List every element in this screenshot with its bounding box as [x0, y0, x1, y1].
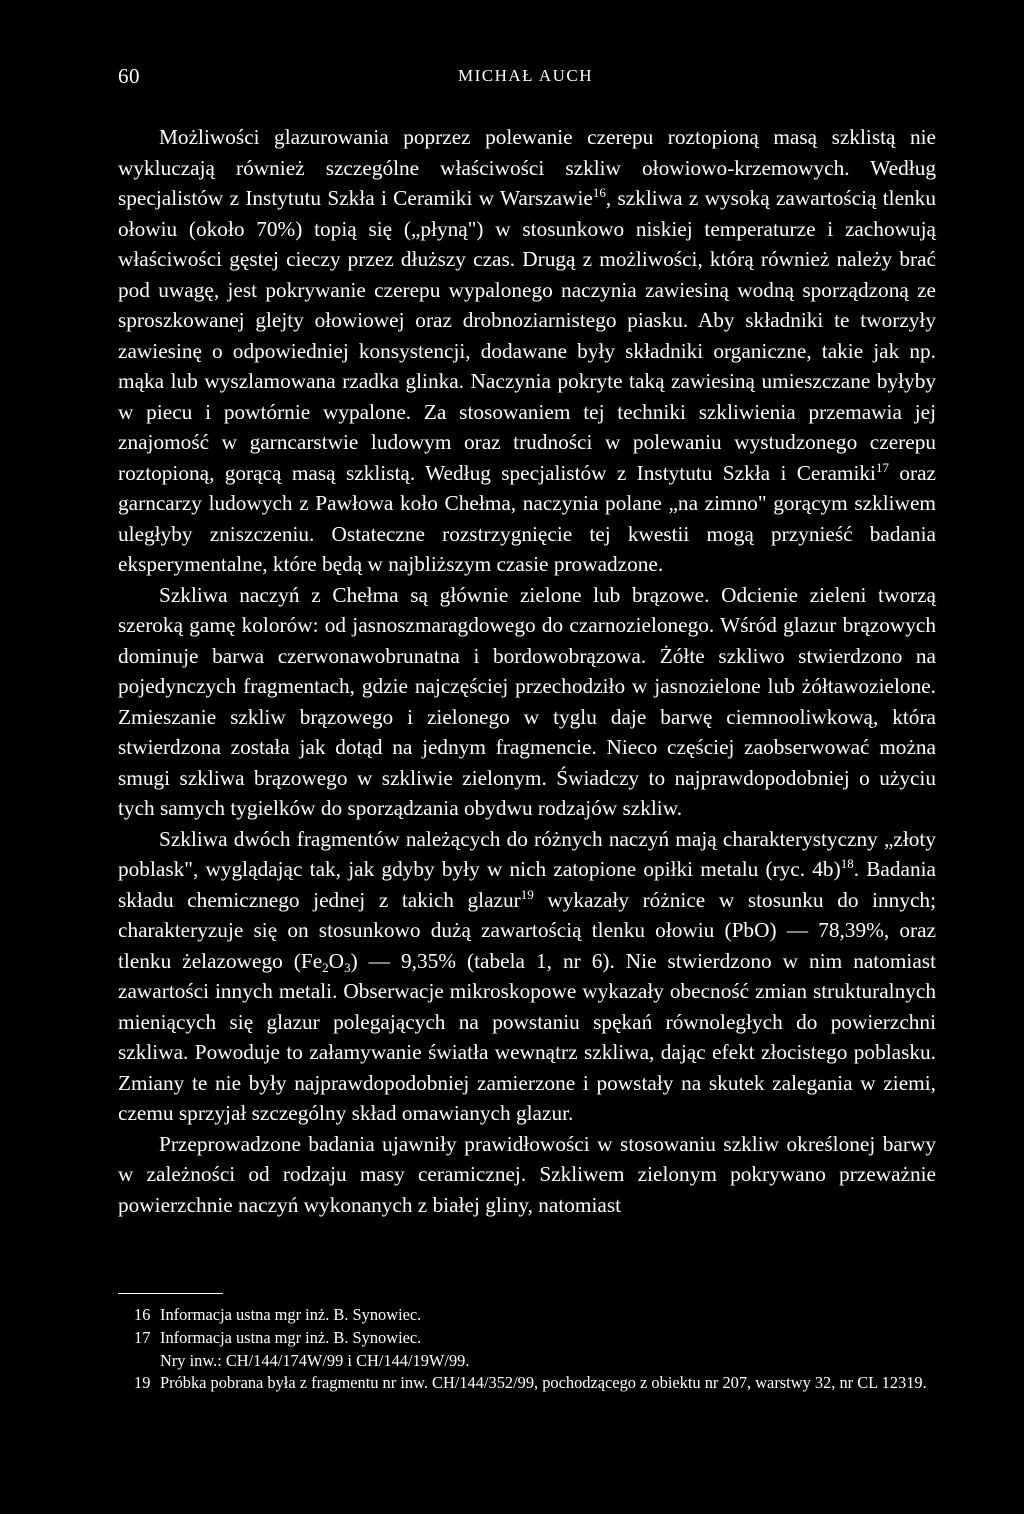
text-run: wykazały różnice w stosunku do innych; charakteryzuje się on stosunkowo dużą zawartością tlenku ołowiu (PbO) — 78,39%, oraz tlenku żelazowego (Fe [118, 887, 936, 973]
footnote-text: Informacja ustna mgr inż. B. Synowiec. [160, 1327, 422, 1347]
running-head: MICHAŁ AUCH [458, 66, 594, 85]
footnote-16 [118, 1304, 936, 1327]
page-header [118, 64, 938, 94]
footnote-text: Próbka pobrana była z fragmentu nr inw. CH/144/352/99, pochodzącego z obiektu nr 207, warstwy 32, nr CL 12319. [160, 1373, 927, 1393]
footnote-ref-17: 17 [875, 459, 889, 475]
paragraph-2: Szkliwa naczyń z Chełma są głównie zielone lub brązowe. Odcienie zieleni tworzą szeroką gamę kolorów: od jasnoszmaragdowego do czarnozielonego. Wśród glazur brązowych dominuje barwa czerwonawobrunatna i bordowobrązowa. Żółte szkliwo stwierdzono na pojedynczych fragmentach, gdzie najczęściej przechodziło w jasnozielone lub żółtawozielone. Zmieszanie szkliw brązowego i zielonego w tyglu daje barwę ciemnooliwkową, która stwierdzona została jak dotąd na jednym fragmencie. Nieco częściej zaobserwować można smugi szkliwa brązowego w szkliwie zielonym. Świadczy to najprawdopodobniej o użyciu tych samych tygielków do sporządzania obydwu rodzajów szkliw. [118, 582, 936, 820]
footnote-ref-18: 18 [840, 856, 854, 871]
text-run: Szkliwa dwóch fragmentów należących do różnych naczyń mają charakterystyczny „złoty poblask", wyglądając tak, jak gdyby były w nich zatopione opiłki metalu (ryc. 4b) [118, 826, 936, 881]
paragraph-1 [118, 122, 936, 580]
footnote-number: 17 [134, 1327, 151, 1347]
footnote-divider [118, 1293, 223, 1294]
text-run: . Badania składu chemicznego jednej z takich glazur [118, 857, 936, 912]
footnote-text: Informacja ustna mgr inż. B. Synowiec. [160, 1305, 422, 1324]
footnote-ref-16: 16 [592, 185, 606, 200]
footnote-ref-19: 19 [520, 886, 534, 902]
subscript: 3 [344, 959, 351, 975]
footnote-19 [118, 1372, 936, 1395]
footnotes [118, 1304, 936, 1395]
paragraph-4: Przeprowadzone badania ujawniły prawidłowości w stosowaniu szkliw określonej barwy w zależności od rodzaju masy ceramicznej. Szkliwem zielonym pokrywano przeważnie powierzchnie naczyń wykonanych z białej gliny, natomiast [118, 1131, 936, 1217]
footnote-17 [118, 1327, 936, 1350]
footnote-17-continuation: Nry inw.: CH/144/174W/99 i CH/144/19W/99. [160, 1350, 470, 1370]
text-run: O [328, 948, 345, 973]
text-run: oraz garncarzy ludowych z Pawłowa koło Chełma, naczynia polane „na zimno" gorącym szkliwem uległyby zniszczeniu. Ostateczne rozstrzygnięcie tej kwestii mogą przynieść badania eksperymentalne, które będą w najbliższym czasie prowadzone. [118, 460, 936, 576]
article-body [118, 122, 936, 1220]
subscript: 2 [322, 959, 329, 975]
footnote-number: 16 [134, 1305, 151, 1324]
footnote-number: 19 [134, 1373, 151, 1393]
text-run: ) — 9,35% (tabela 1, nr 6). Nie stwierdzono w nim natomiast zawartości innych metali. Obserwacje mikroskopowe wykazały obecność zmian strukturalnych mieniących się glazur polegających na powstaniu spękań równoległych do powierzchni szkliwa. Powoduje to załamywanie światła wewnątrz szkliwa, dając efekt złocistego poblasku. Zmiany te nie były najprawdopodobniej zamierzone i powstały na skutek zalegania w ziemi, czemu sprzyjał szczególny skład omawianych glazur. [118, 948, 936, 1125]
text-run: , szkliwa z wysoką zawartością tlenku ołowiu (około 70%) topią się („płyną") w stosunkowo niskiej temperaturze i zachowują właściwości gęstej cieczy przez dłuższy czas. Drugą z możliwości, którą również należy brać pod uwagę, jest pokrywanie czerepu wypalonego naczynia zawiesiną wodną sporządzoną ze sproszkowanej glejty ołowiowej oraz drobnoziarnistego piasku. Aby składniki te tworzyły zawiesinę o odpowiedniej konsystencji, dodawane były składniki organiczne, takie jak np. mąka lub wyszlamowana rzadka glinka. Naczynia pokryte taką zawiesiną umieszczane byłyby w piecu i powtórnie wypalone. Za stosowaniem tej techniki szkliwienia przemawia jej znajomość w garncarstwie ludowym oraz trudności w polewaniu wystudzonego czerepu roztopioną, gorącą masą szklistą. Według specjalistów z Instytutu Szkła i Ceramiki [118, 186, 936, 485]
text-run: Możliwości glazurowania poprzez polewanie czerepu roztopioną masą szklistą nie wykluczają również szczególne właściwości szkliw ołowiowo-krzemowych. Według specjalistów z Instytutu Szkła i Ceramiki w Warszawie [118, 125, 936, 210]
page-number: 60 [118, 64, 140, 88]
paragraph-3 [118, 824, 936, 1129]
